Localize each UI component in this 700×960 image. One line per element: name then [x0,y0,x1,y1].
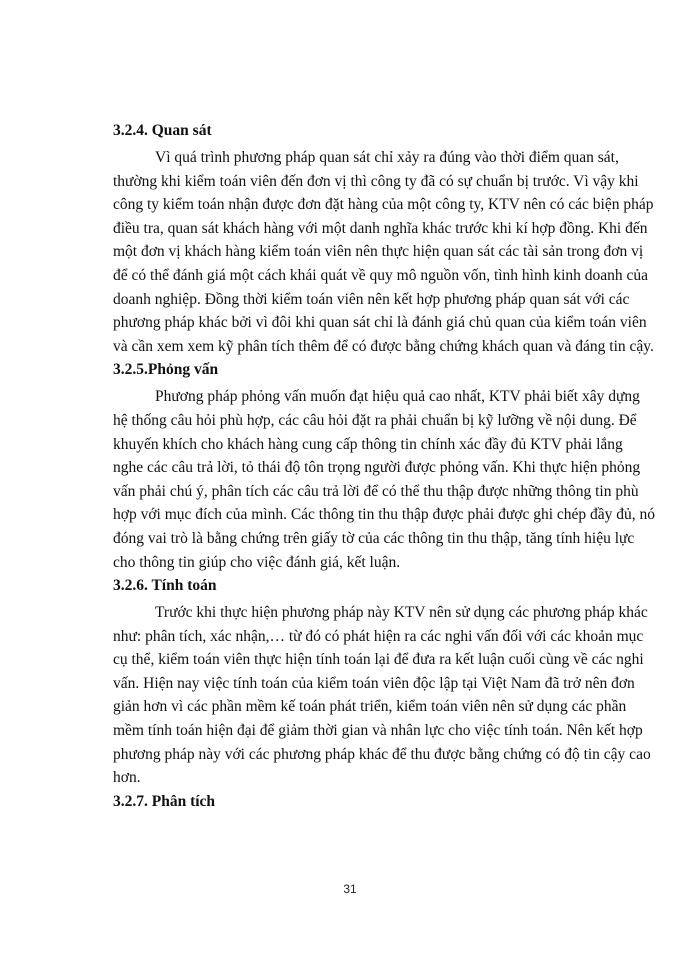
paragraph-line: hợp với mục đích của mình. Các thông tin thu thập được phải được ghi chép đầy đủ, nó [113,506,656,524]
paragraph-line: đóng vai trò là bằng chứng trên giấy tờ của các thông tin thu thập, tăng tính hiệu lực [113,529,635,547]
paragraph-line: để có thể đánh giá một cách khái quát về quy mô nguồn vốn, tình hình kinh doanh của [113,266,649,284]
section-paragraph-phong-van [113,385,656,574]
paragraph-line: mềm tính toán hiện đại để giảm thời gian và nhân lực cho việc tính toán. Nên kết hợp [113,722,643,740]
paragraph-line: một đơn vị khách hàng kiểm toán viên nên thực hiện quan sát các tài sản trong đơn vị [113,243,644,261]
paragraph-line: phương pháp khác bởi vì đôi khi quan sát chỉ là đánh giá chủ quan của kiểm toán viên [113,314,647,332]
section-heading-phong-van: 3.2.5.Phỏng vấn [113,361,219,379]
paragraph-line: hơn. [113,769,141,787]
paragraph-line: phương pháp này với các phương pháp khác để thu được bằng chứng có độ tin cậy cao [113,745,651,763]
paragraph-line: Trước khi thực hiện phương pháp này KTV nên sử dụng các phương pháp khác [155,604,648,622]
paragraph-line: nghe các câu trả lời, tỏ thái độ tôn trọng người được phỏng vấn. Khi thực hiện phỏng [113,459,641,477]
section-paragraph-tinh-toan [113,601,651,790]
paragraph-line: và cần xem xem kỹ phân tích thêm để có được bằng chứng khách quan và đáng tin cậy. [113,337,654,355]
paragraph-line: công ty kiểm toán nhận được đơn đặt hàng của một công ty, KTV nên có các biện pháp [113,196,654,214]
section-heading-tinh-toan: 3.2.6. Tính toán [113,577,217,595]
paragraph-line: điều tra, quan sát khách hàng với một danh nghĩa khác trước khi kí hợp đồng. Khi đến [113,219,648,237]
paragraph-line: khuyến khích cho khách hàng cung cấp thông tin chính xác đầy đủ KTV phải lắng [113,435,623,453]
section-paragraph-quan-sat [113,146,654,358]
paragraph-line: vấn phải chú ý, phân tích các câu trả lời để có thể thu thập được những thông tin phù [113,482,639,500]
paragraph-line: Vì quá trình phương pháp quan sát chỉ xảy ra đúng vào thời điểm quan sát, [155,149,619,166]
paragraph-line: vấn. Hiện nay việc tính toán của kiểm toán viên độc lập tại Việt Nam đã trở nên đơn [113,674,635,692]
page-number: 31 [343,882,357,896]
paragraph-line: doanh nghiệp. Đồng thời kiểm toán viên nên kết hợp phương pháp quan sát với các [113,290,630,308]
paragraph-line: Phương pháp phỏng vấn muốn đạt hiệu quả cao nhất, KTV phải biết xây dựng [155,388,640,406]
paragraph-line: hệ thống câu hỏi phù hợp, các câu hỏi đặt ra phải chuẩn bị kỹ lưỡng về nội dung. Để [113,411,637,429]
section-heading-quan-sat: 3.2.4. Quan sát [113,122,212,139]
paragraph-line: cụ thể, kiểm toán viên thực hiện tính toán lại để đưa ra kết luận cuối cùng về các nghi [113,651,644,669]
paragraph-line: cho thông tin giúp cho việc đánh giá, kết luận. [113,553,401,571]
section-heading-phan-tich: 3.2.7. Phân tích [113,792,216,810]
paragraph-line: như: phân tích, xác nhận,… từ đó có phát hiện ra các nghi vấn đối với các khoản mục [113,627,644,645]
document-page [113,119,656,813]
paragraph-line: thường khi kiểm toán viên đến đơn vị thì công ty đã có sự chuẩn bị trước. Vì vậy khi [113,172,639,190]
paragraph-line: giản hơn vì các phần mềm kế toán phát triển, kiểm toán viên nên sử dụng các phần [113,698,627,716]
